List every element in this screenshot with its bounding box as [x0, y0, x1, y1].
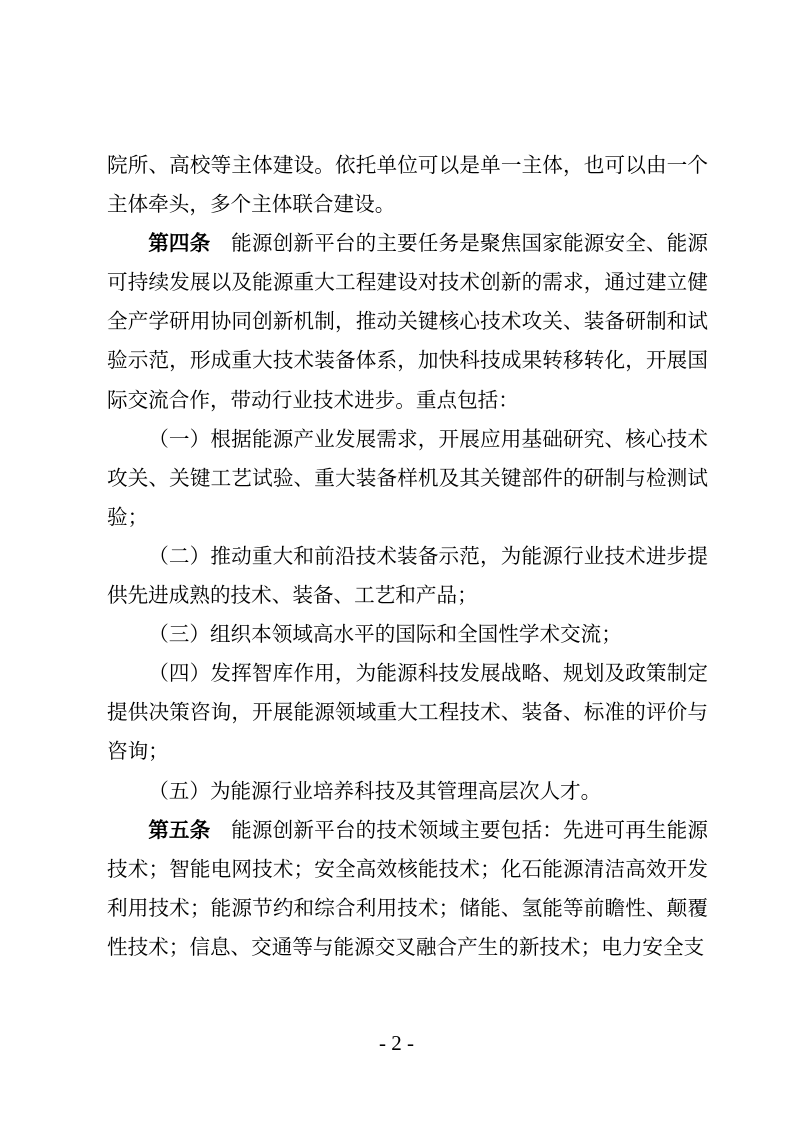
paragraph-text: 院所、高校等主体建设。依托单位可以是单一主体，也可以由一个主体牵头，多个主体联合建设。 — [107, 154, 708, 217]
document-body — [107, 146, 708, 967]
paragraph-item-3 — [107, 615, 708, 654]
paragraph-text: （五）为能源行业培养科技及其管理高层次人才。 — [148, 779, 602, 803]
paragraph-text: （一）根据能源产业发展需求，开展应用基础研究、核心技术攻关、关键工艺试验、重大装备样机及其关键部件的研制与检测试验； — [107, 427, 708, 529]
page-footer — [0, 1029, 793, 1057]
paragraph-text: 能源创新平台的主要任务是聚焦国家能源安全、能源可持续发展以及能源重大工程建设对技术创新的需求，通过建立健全产学研用协同创新机制，推动关键核心技术攻关、装备研制和试验示范，形成重大技术装备体系，加快科技成果转移转化，开展国际交流合作，带动行业技术进步。重点包括： — [107, 232, 708, 412]
paragraph-article-5 — [107, 811, 708, 967]
article-4-heading: 第四条 — [148, 232, 211, 256]
paragraph-text: 能源创新平台的技术领域主要包括：先进可再生能源技术；智能电网技术；安全高效核能技术；化石能源清洁高效开发利用技术；能源节约和综合利用技术；储能、氢能等前瞻性、颠覆性技术；信息、交通等与能源交叉融合产生的新技术；电力安全支 — [107, 818, 708, 959]
paragraph-text: （四）发挥智库作用，为能源科技发展战略、规划及政策制定提供决策咨询，开展能源领域重大工程技术、装备、标准的评价与咨询； — [107, 662, 708, 764]
paragraph-item-2 — [107, 537, 708, 615]
paragraph-continuation — [107, 146, 708, 224]
paragraph-article-4 — [107, 224, 708, 419]
paragraph-item-4 — [107, 654, 708, 771]
paragraph-item-1 — [107, 420, 708, 537]
paragraph-item-5 — [107, 772, 708, 811]
article-5-heading: 第五条 — [148, 818, 211, 842]
paragraph-text: （三）组织本领域高水平的国际和全国性学术交流； — [148, 623, 622, 647]
paragraph-text: （二）推动重大和前沿技术装备示范，为能源行业技术进步提供先进成熟的技术、装备、工艺和产品； — [107, 544, 708, 608]
page-number: - 2 - — [379, 1031, 414, 1055]
